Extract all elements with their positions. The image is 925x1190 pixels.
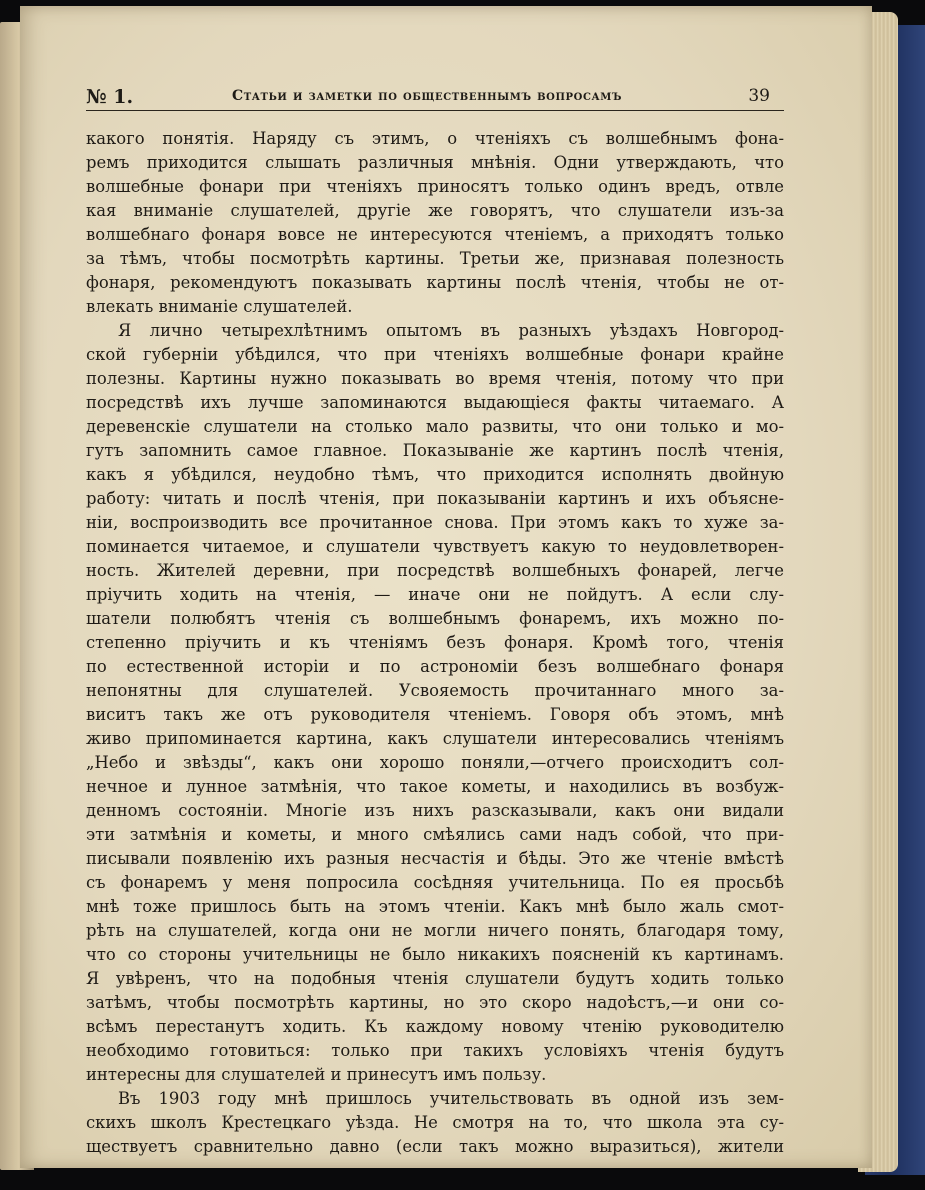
text-line: ществуетъ сравнительно давно (если такъ можно выразиться), жители bbox=[86, 1137, 784, 1156]
header-rule bbox=[86, 110, 784, 111]
text-line: рѣть на слушателей, когда они не могли ничего понять, благодаря тому, bbox=[86, 921, 784, 940]
page-header bbox=[86, 84, 784, 112]
text-line: пріучить ходить на чтенія, — иначе они не пойдутъ. А если слу- bbox=[86, 585, 784, 604]
text-line: волшебные фонари при чтеніяхъ приносятъ только одинъ вредъ, отвле bbox=[86, 177, 784, 196]
running-title: Статьи и заметки по общественнымъ вопросамъ bbox=[232, 88, 623, 104]
text-line: по естественной исторіи и по астрономіи безъ волшебнаго фонаря bbox=[86, 657, 784, 676]
text-line: работу: читать и послѣ чтенія, при показываніи картинъ и ихъ объясне- bbox=[86, 489, 784, 508]
text-line: непонятны для слушателей. Усвояемость прочитаннаго много за- bbox=[86, 681, 784, 700]
text-line: какого понятія. Наряду съ этимъ, о чтеніяхъ съ волшебнымъ фона- bbox=[86, 129, 784, 148]
text-line: поминается читаемое, и слушатели чувствуетъ какую то неудовлетворен- bbox=[86, 537, 784, 556]
text-line: Въ 1903 году мнѣ пришлось учительствовать въ одной изъ зем- bbox=[118, 1089, 784, 1108]
text-line: ской губерніи убѣдился, что при чтеніяхъ волшебные фонари крайне bbox=[86, 345, 784, 364]
text-line: за тѣмъ, чтобы посмотрѣть картины. Третьи же, признавая полезность bbox=[86, 249, 784, 268]
text-line: ніи, воспроизводить все прочитанное снова. При этомъ какъ то хуже за- bbox=[86, 513, 784, 532]
text-line: гутъ запомнить самое главное. Показываніе же картинъ послѣ чтенія, bbox=[86, 441, 784, 460]
text-line: живо припоминается картина, какъ слушатели интересовались чтеніямъ bbox=[86, 729, 784, 748]
text-line: „Небо и звѣзды“, какъ они хорошо поняли,—отчего происходитъ сол- bbox=[86, 753, 784, 772]
text-line: ность. Жителей деревни, при посредствѣ волшебныхъ фонарей, легче bbox=[86, 561, 784, 580]
text-line: необходимо готовиться: только при такихъ условіяхъ чтенія будутъ bbox=[86, 1041, 784, 1060]
text-line: посредствѣ ихъ лучше запоминаются выдающіеся факты читаемаго. А bbox=[86, 393, 784, 412]
text-line: что со стороны учительницы не было никакихъ поясненій къ картинамъ. bbox=[86, 945, 784, 964]
text-line: какъ я убѣдился, неудобно тѣмъ, что приходится исполнять двойную bbox=[86, 465, 784, 484]
text-line: скихъ школъ Крестецкаго уѣзда. Не смотря на то, что школа эта су- bbox=[86, 1113, 784, 1132]
text-line: всѣмъ перестанутъ ходить. Къ каждому новому чтенію руководителю bbox=[86, 1017, 784, 1036]
text-line: Я лично четырехлѣтнимъ опытомъ въ разныхъ уѣздахъ Новгород- bbox=[118, 321, 784, 340]
text-line: нечное и лунное затмѣнія, что такое кометы, и находились въ возбуж- bbox=[86, 777, 784, 796]
text-line: кая вниманіе слушателей, другіе же говорятъ, что слушатели изъ-за bbox=[86, 201, 784, 220]
text-line: денномъ состояніи. Многіе изъ нихъ разсказывали, какъ они видали bbox=[86, 801, 784, 820]
text-line: волшебнаго фонаря вовсе не интересуются чтеніемъ, а приходятъ только bbox=[86, 225, 784, 244]
text-line: влекать вниманіе слушателей. bbox=[86, 297, 353, 316]
body-text bbox=[86, 127, 784, 1159]
text-line: ремъ приходится слышать различныя мнѣнія. Одни утверждають, что bbox=[86, 153, 784, 172]
text-line: степенно пріучить и къ чтеніямъ безъ фонаря. Кромѣ того, чтенія bbox=[86, 633, 784, 652]
text-line: писывали появленію ихъ разныя несчастія и бѣды. Это же чтеніе вмѣстѣ bbox=[86, 849, 784, 868]
text-line: полезны. Картины нужно показывать во время чтенія, потому что при bbox=[86, 369, 784, 388]
text-line: виситъ такъ же отъ руководителя чтеніемъ. Говоря объ этомъ, мнѣ bbox=[86, 705, 784, 724]
text-line: затѣмъ, чтобы посмотрѣть картины, но это скоро надоѣстъ,—и они со- bbox=[86, 993, 784, 1012]
text-line: фонаря, рекомендуютъ показывать картины послѣ чтенія, чтобы не от- bbox=[86, 273, 784, 292]
text-line: деревенскіе слушатели на столько мало развиты, что они только и мо- bbox=[86, 417, 784, 436]
text-line: мнѣ тоже пришлось быть на этомъ чтеніи. Какъ мнѣ было жаль смот- bbox=[86, 897, 784, 916]
text-line: шатели полюбятъ чтенія съ волшебнымъ фонаремъ, ихъ можно по- bbox=[86, 609, 784, 628]
text-line: Я увѣренъ, что на подобныя чтенія слушатели будутъ ходить только bbox=[86, 969, 784, 988]
text-line: интересны для слушателей и принесутъ имъ пользу. bbox=[86, 1065, 547, 1084]
issue-number: № 1. bbox=[86, 86, 134, 108]
text-line: эти затмѣнія и кометы, и много смѣялись сами надъ собой, что при- bbox=[86, 825, 784, 844]
text-line: съ фонаремъ у меня попросила сосѣдняя учительница. По ея просьбѣ bbox=[86, 873, 784, 892]
page-number: 39 bbox=[748, 86, 770, 106]
